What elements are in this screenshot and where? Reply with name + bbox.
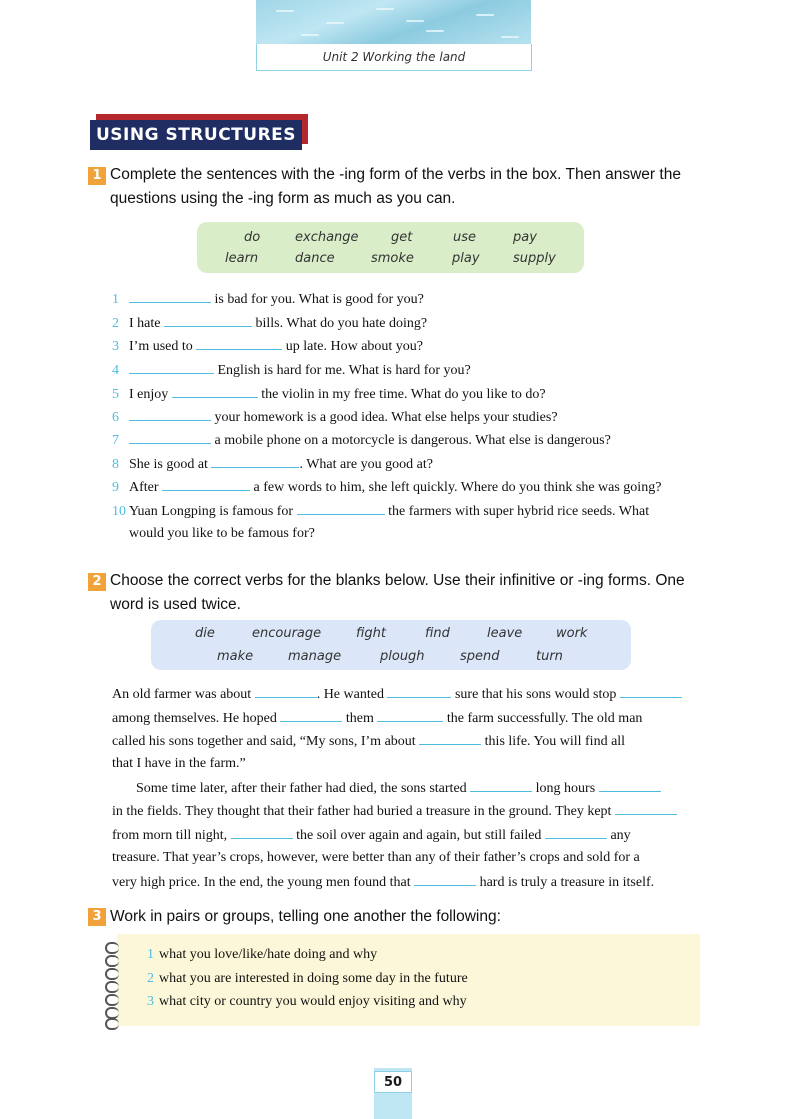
answer-blank[interactable] — [280, 709, 342, 722]
paragraph-line — [136, 779, 726, 798]
answer-blank[interactable] — [211, 455, 299, 468]
item-text: I enjoy — [129, 387, 172, 402]
answer-blank[interactable] — [620, 685, 682, 698]
verb-word: do — [244, 230, 261, 245]
instruction-line: Choose the correct verbs for the blanks below. Use their infinitive or -ing forms. One — [110, 572, 685, 589]
paragraph-line: treasure. That year’s crops, however, were better than any of their father’s crops and sold for a — [112, 850, 640, 865]
text: them — [342, 711, 378, 726]
verb-word: work — [556, 626, 588, 641]
exercise-3-item — [147, 947, 377, 963]
instruction-line: questions using the -ing form as much as you can. — [110, 190, 456, 207]
exercise-1-item — [112, 314, 427, 333]
verb-word: plough — [380, 649, 425, 664]
item-text: She is good at — [129, 457, 212, 472]
text: very high price. In the end, the young men found that — [112, 875, 415, 890]
item-text: I’m used to — [129, 339, 197, 354]
answer-blank[interactable] — [599, 779, 661, 792]
item-text: . What are you good at? — [299, 457, 433, 472]
item-text: what you love/like/hate doing and why — [159, 947, 378, 962]
verb-word: fight — [356, 626, 386, 641]
item-number: 7 — [112, 433, 119, 448]
item-number: 5 — [112, 387, 119, 402]
paragraph-line — [112, 802, 702, 821]
answer-blank[interactable] — [470, 779, 532, 792]
exercise-3-item — [147, 971, 468, 987]
spiral-ring — [105, 994, 119, 1006]
verb-word: dance — [295, 251, 335, 266]
answer-blank[interactable] — [414, 873, 476, 886]
text: the farm successfully. The old man — [443, 711, 643, 726]
item-number: 1 — [112, 292, 119, 307]
exercise-1-item — [112, 290, 424, 309]
verb-word: turn — [536, 649, 563, 664]
exercise-1-item — [112, 408, 558, 427]
section-title: USING STRUCTURES — [90, 120, 302, 150]
text: from morn till night, — [112, 828, 231, 843]
item-text: the farmers with super hybrid rice seeds. What — [384, 504, 650, 519]
answer-blank[interactable] — [419, 732, 481, 745]
answer-blank[interactable] — [172, 385, 258, 398]
verb-word: play — [452, 251, 480, 266]
answer-blank[interactable] — [196, 337, 282, 350]
paragraph-line — [112, 685, 702, 704]
exercise-2-number: 2 — [88, 573, 106, 591]
header-banner-image — [256, 0, 531, 44]
paragraph-line — [112, 709, 702, 728]
answer-blank[interactable] — [255, 685, 317, 698]
item-text: Yuan Longping is famous for — [129, 504, 297, 519]
answer-blank[interactable] — [129, 431, 211, 444]
item-text: what you are interested in doing some day in the future — [159, 971, 468, 986]
answer-blank[interactable] — [615, 802, 677, 815]
answer-blank[interactable] — [387, 685, 451, 698]
item-text: what city or country you would enjoy visiting and why — [159, 994, 467, 1009]
answer-blank[interactable] — [162, 478, 250, 491]
spiral-ring — [105, 968, 119, 980]
item-text: is bad for you. What is good for you? — [211, 292, 424, 307]
answer-blank[interactable] — [545, 826, 607, 839]
item-text: a mobile phone on a motorcycle is dangerous. What else is dangerous? — [211, 433, 611, 448]
verb-word: exchange — [295, 230, 359, 245]
text: this life. You will find all — [481, 734, 626, 749]
answer-blank[interactable] — [129, 361, 214, 374]
item-number: 2 — [147, 971, 154, 986]
verb-word: smoke — [371, 251, 414, 266]
paragraph-line — [112, 826, 702, 845]
page-number: 50 — [374, 1071, 412, 1093]
item-text: English is hard for me. What is hard for you? — [214, 363, 471, 378]
exercise-1-item — [112, 337, 423, 356]
spiral-ring — [105, 942, 119, 954]
text: sure that his sons would stop — [451, 687, 620, 702]
spiral-ring — [105, 1018, 119, 1030]
item-number: 3 — [147, 994, 154, 1009]
text: long hours — [532, 781, 599, 796]
item-text: your homework is a good idea. What else helps your studies? — [211, 410, 558, 425]
item-number: 10 — [112, 504, 126, 519]
item-text: the violin in my free time. What do you like to do? — [257, 387, 546, 402]
answer-blank[interactable] — [129, 290, 211, 303]
verb-word: pay — [513, 230, 537, 245]
verb-box-2 — [151, 620, 631, 670]
item-text: a few words to him, she left quickly. Where do you think she was going? — [250, 480, 662, 495]
spiral-ring — [105, 955, 119, 967]
text: the soil over again and again, but still failed — [292, 828, 545, 843]
item-number: 8 — [112, 457, 119, 472]
exercise-2-instruction — [110, 569, 702, 617]
item-number: 4 — [112, 363, 119, 378]
exercise-1-item — [112, 478, 661, 497]
verb-word: use — [453, 230, 477, 245]
verb-word: die — [195, 626, 215, 641]
text: Some time later, after their father had died, the sons started — [136, 781, 471, 796]
answer-blank[interactable] — [297, 502, 385, 515]
instruction-line: word is used twice. — [110, 596, 241, 613]
text: An old farmer was about — [112, 687, 255, 702]
instruction-line: Complete the sentences with the -ing form of the verbs in the box. Then answer the — [110, 166, 681, 183]
exercise-3-number: 3 — [88, 908, 106, 926]
exercise-1-item — [112, 431, 611, 450]
verb-word: spend — [460, 649, 500, 664]
text: hard is truly a treasure in itself. — [476, 875, 655, 890]
verb-word: encourage — [252, 626, 322, 641]
text: . He wanted — [316, 687, 388, 702]
exercise-1-instruction — [110, 163, 702, 211]
text: in the fields. They thought that their father had buried a treasure in the ground. They kept — [112, 804, 615, 819]
verb-word: leave — [487, 626, 523, 641]
answer-blank[interactable] — [231, 826, 293, 839]
item-text: I hate — [129, 316, 164, 331]
exercise-1-item — [112, 361, 471, 380]
exercise-1-item-continuation: would you like to be famous for? — [129, 526, 315, 541]
item-text: bills. What do you hate doing? — [251, 316, 428, 331]
unit-title: Unit 2 Working the land — [256, 44, 532, 71]
item-number: 3 — [112, 339, 119, 354]
text: among themselves. He hoped — [112, 711, 281, 726]
paragraph-line: that I have in the farm.” — [112, 756, 246, 771]
item-number: 6 — [112, 410, 119, 425]
verb-word: manage — [288, 649, 342, 664]
paragraph-line — [112, 732, 702, 751]
text: any — [606, 828, 631, 843]
answer-blank[interactable] — [129, 408, 211, 421]
item-number: 2 — [112, 316, 119, 331]
exercise-1-item — [112, 455, 433, 474]
text: called his sons together and said, “My sons, I’m about — [112, 734, 420, 749]
item-text: up late. How about you? — [282, 339, 424, 354]
verb-box-1 — [197, 222, 584, 273]
exercise-3-instruction: Work in pairs or groups, telling one another the following: — [110, 908, 501, 925]
verb-word: learn — [225, 251, 259, 266]
item-number: 1 — [147, 947, 154, 962]
verb-word: get — [391, 230, 413, 245]
answer-blank[interactable] — [164, 314, 252, 327]
exercise-3-item — [147, 994, 467, 1010]
item-text: After — [129, 480, 163, 495]
exercise-1-number: 1 — [88, 167, 106, 185]
paragraph-line — [112, 873, 702, 892]
item-number: 9 — [112, 480, 119, 495]
answer-blank[interactable] — [377, 709, 443, 722]
exercise-1-item — [112, 502, 649, 521]
exercise-1-item — [112, 385, 546, 404]
verb-word: find — [425, 626, 450, 641]
verb-word: make — [217, 649, 254, 664]
spiral-ring — [105, 981, 119, 993]
verb-word: supply — [513, 251, 556, 266]
